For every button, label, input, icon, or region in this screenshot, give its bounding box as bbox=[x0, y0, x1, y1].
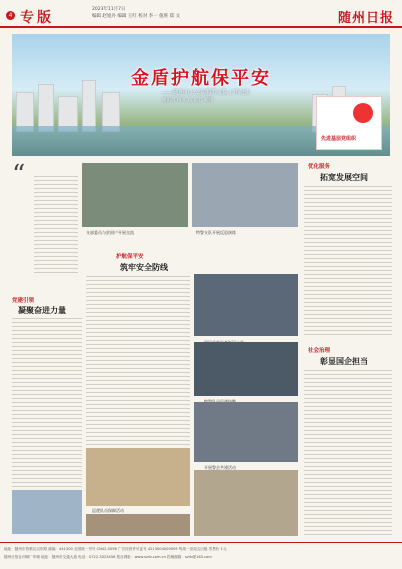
section-kicker: 护航保平安 bbox=[116, 254, 144, 260]
banner-byline: 通讯员 杨文 高 记者 刘帅 bbox=[162, 98, 213, 103]
section-kicker: 社会治理 bbox=[308, 348, 331, 354]
issue-date: 2023年11月7日 bbox=[92, 7, 126, 12]
photo-caption: 特警支队开展反恐演练 bbox=[196, 230, 236, 235]
photo-caption: 巡逻队员保障活动 bbox=[92, 508, 124, 513]
page-number: 4 bbox=[6, 11, 15, 20]
party-plaque-text: 先进基层党组织 bbox=[321, 136, 357, 142]
banner-building bbox=[38, 84, 54, 132]
photo-group bbox=[12, 490, 82, 534]
section-kicker: 党建引领 bbox=[12, 298, 35, 304]
intro-text-block bbox=[34, 176, 78, 274]
photo-caption: 支部委员与贫困户开展交流 bbox=[86, 230, 134, 235]
party-plaque-photo bbox=[316, 96, 382, 150]
photo-activity bbox=[86, 448, 190, 506]
editorial-staff: 编辑 赵旭丹 编辑 王红 校对 李一 值班 郑 文 bbox=[92, 14, 180, 19]
photo-outdoor bbox=[194, 470, 298, 536]
article-text bbox=[12, 318, 82, 488]
page-header bbox=[0, 0, 402, 30]
newspaper-logo: 随州日报 bbox=[338, 11, 395, 26]
section-kicker: 优化服务 bbox=[308, 164, 331, 170]
footer-info: 地址：随州市曾都区汉东路 邮编：441300 全国统一刊号 CN42-0098 广告经营许可证号 4213004000009 每周一至周五出版 零售价 1元 bbox=[4, 547, 227, 551]
header-rule bbox=[0, 26, 402, 28]
article-text bbox=[86, 276, 190, 446]
party-emblem-icon bbox=[353, 103, 373, 123]
photo-meeting bbox=[82, 163, 188, 227]
footer-info: 随州日报社印刷厂印刷 地址：随州市交通大道 电话：0722-3323456 报社网址：www.szrb.com.cn 投稿邮箱：szrb@163.com bbox=[4, 555, 212, 559]
article-text bbox=[304, 186, 392, 336]
section-title: 专版 bbox=[20, 10, 54, 26]
photo-training bbox=[194, 402, 298, 462]
section-headline: 凝聚奋进力量 bbox=[18, 305, 66, 315]
photo-team bbox=[86, 514, 190, 536]
banner-subtitle: ——随州市公安局特警支队工作纪实 bbox=[162, 90, 251, 96]
quote-icon: “ bbox=[12, 160, 26, 190]
photo-officers bbox=[192, 163, 298, 227]
article-text bbox=[304, 370, 392, 536]
photo-drill bbox=[194, 274, 298, 336]
section-headline: 筑牢安全防线 bbox=[120, 262, 168, 272]
section-headline: 拓宽发展空间 bbox=[320, 172, 368, 182]
banner-title: 金盾护航保平安 bbox=[131, 68, 271, 89]
photo-patrol bbox=[194, 342, 298, 396]
section-headline: 彰显国企担当 bbox=[320, 356, 368, 366]
page-footer bbox=[0, 543, 402, 569]
photo-caption: 开展警企共建活动 bbox=[204, 465, 236, 470]
